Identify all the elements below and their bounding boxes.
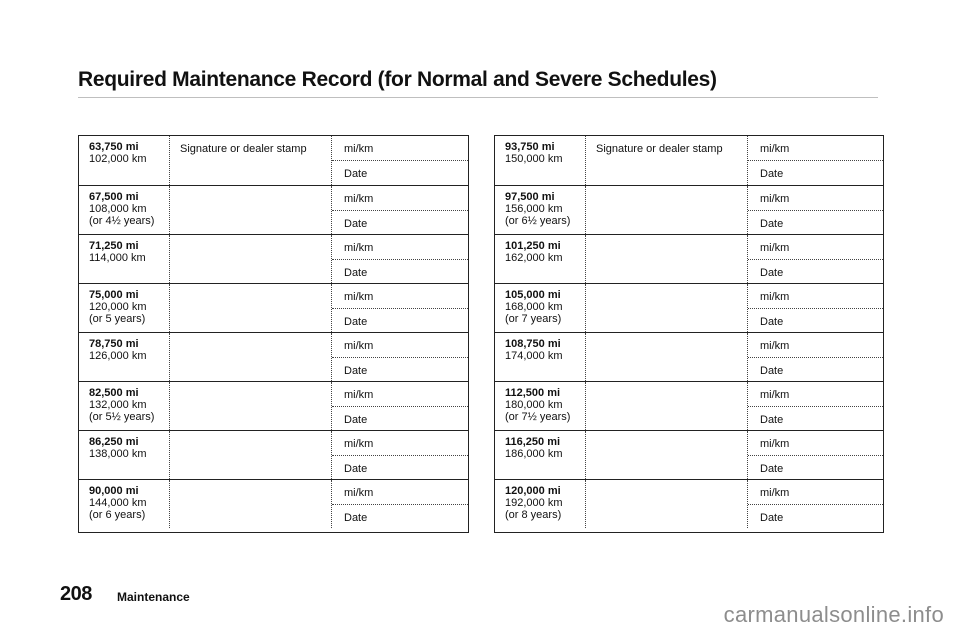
cell-divider — [748, 406, 883, 407]
record-row — [79, 283, 468, 332]
mileage-km: 120,000 km — [89, 301, 147, 313]
mikm-label: mi/km — [344, 291, 374, 303]
mileage-date-cell[interactable] — [331, 382, 468, 430]
mileage-date-cell[interactable] — [747, 186, 883, 234]
mileage-years: (or 5½ years) — [89, 411, 155, 423]
mikm-label: mi/km — [344, 143, 374, 155]
signature-cell[interactable] — [585, 235, 586, 283]
mileage-cell — [505, 338, 562, 362]
signature-cell[interactable] — [169, 136, 307, 185]
signature-header: Signature or dealer stamp — [596, 143, 723, 155]
mileage-cell — [89, 436, 146, 460]
mileage-cell — [89, 191, 154, 227]
title-divider — [78, 97, 878, 98]
maintenance-record-table-left — [78, 135, 469, 533]
signature-cell[interactable] — [585, 382, 586, 430]
mileage-km: 144,000 km — [89, 497, 147, 509]
mileage-miles: 93,750 mi — [505, 141, 555, 153]
date-label: Date — [344, 316, 368, 328]
mileage-km: 174,000 km — [505, 350, 563, 362]
mileage-cell — [505, 191, 570, 227]
mileage-miles: 105,000 mi — [505, 289, 561, 301]
record-row — [495, 283, 883, 332]
mileage-miles: 112,500 mi — [505, 387, 561, 399]
mileage-cell — [505, 436, 562, 460]
mileage-years: (or 7½ years) — [505, 411, 571, 423]
mileage-years: (or 4½ years) — [89, 215, 155, 227]
mileage-km: 168,000 km — [505, 301, 563, 313]
mileage-km: 192,000 km — [505, 497, 563, 509]
cell-divider — [748, 210, 883, 211]
record-row — [495, 185, 883, 234]
mileage-years: (or 8 years) — [505, 509, 562, 521]
mileage-cell — [89, 289, 146, 325]
mileage-km: 150,000 km — [505, 153, 563, 165]
mikm-label: mi/km — [760, 193, 790, 205]
mileage-cell — [505, 485, 562, 521]
mileage-miles: 116,250 mi — [505, 436, 561, 448]
record-row — [495, 381, 883, 430]
mileage-miles: 90,000 mi — [89, 485, 139, 497]
signature-cell[interactable] — [585, 136, 723, 185]
mileage-miles: 71,250 mi — [89, 240, 139, 252]
mileage-miles: 101,250 mi — [505, 240, 561, 252]
section-name: Maintenance — [117, 590, 190, 604]
mileage-date-cell[interactable] — [747, 284, 883, 332]
cell-divider — [332, 357, 468, 358]
signature-cell[interactable] — [169, 431, 170, 479]
mikm-label: mi/km — [760, 340, 790, 352]
mileage-date-cell[interactable] — [331, 284, 468, 332]
mileage-cell — [89, 240, 146, 264]
cell-divider — [332, 504, 468, 505]
signature-header: Signature or dealer stamp — [180, 143, 307, 155]
page-number: 208 — [60, 583, 92, 605]
signature-cell[interactable] — [585, 284, 586, 332]
mileage-km: 102,000 km — [89, 153, 147, 165]
mileage-miles: 97,500 mi — [505, 191, 555, 203]
record-row — [495, 136, 883, 185]
mileage-miles: 108,750 mi — [505, 338, 561, 350]
mileage-km: 126,000 km — [89, 350, 147, 362]
signature-cell[interactable] — [585, 333, 586, 381]
watermark: carmanualsonline.info — [723, 602, 944, 627]
mileage-date-cell[interactable] — [747, 480, 883, 528]
mileage-cell — [505, 141, 562, 165]
mikm-label: mi/km — [344, 389, 374, 401]
mileage-date-cell[interactable] — [747, 136, 883, 185]
record-row — [79, 430, 468, 479]
record-row — [495, 234, 883, 283]
mikm-label: mi/km — [760, 291, 790, 303]
date-label: Date — [760, 168, 784, 180]
mileage-years: (or 5 years) — [89, 313, 146, 325]
date-label: Date — [760, 267, 784, 279]
mileage-date-cell[interactable] — [747, 431, 883, 479]
mileage-date-cell[interactable] — [331, 136, 468, 185]
mileage-cell — [89, 338, 146, 362]
mileage-km: 132,000 km — [89, 399, 147, 411]
mileage-km: 108,000 km — [89, 203, 147, 215]
date-label: Date — [344, 267, 368, 279]
record-row — [495, 479, 883, 528]
cell-divider — [748, 259, 883, 260]
maintenance-record-table-right — [494, 135, 884, 533]
mileage-cell — [505, 289, 562, 325]
mikm-label: mi/km — [760, 389, 790, 401]
date-label: Date — [344, 168, 368, 180]
signature-cell[interactable] — [169, 284, 170, 332]
date-label: Date — [344, 414, 368, 426]
signature-cell[interactable] — [585, 186, 586, 234]
cell-divider — [748, 455, 883, 456]
signature-cell[interactable] — [585, 431, 586, 479]
cell-divider — [748, 357, 883, 358]
mikm-label: mi/km — [760, 143, 790, 155]
cell-divider — [748, 504, 883, 505]
cell-divider — [332, 308, 468, 309]
record-row — [79, 136, 468, 185]
mikm-label: mi/km — [344, 193, 374, 205]
date-label: Date — [760, 218, 784, 230]
date-label: Date — [344, 365, 368, 377]
mikm-label: mi/km — [344, 438, 374, 450]
mileage-cell — [89, 141, 146, 165]
mileage-miles: 63,750 mi — [89, 141, 139, 153]
mileage-years: (or 6 years) — [89, 509, 146, 521]
mileage-km: 114,000 km — [89, 252, 146, 264]
mikm-label: mi/km — [760, 438, 790, 450]
signature-cell[interactable] — [169, 480, 170, 528]
mikm-label: mi/km — [344, 242, 374, 254]
date-label: Date — [760, 463, 784, 475]
mikm-label: mi/km — [344, 340, 374, 352]
mileage-date-cell[interactable] — [331, 333, 468, 381]
mileage-cell — [505, 387, 570, 423]
mileage-miles: 86,250 mi — [89, 436, 139, 448]
mileage-date-cell[interactable] — [331, 431, 468, 479]
signature-cell[interactable] — [169, 382, 170, 430]
mileage-cell — [89, 387, 154, 423]
cell-divider — [332, 160, 468, 161]
mileage-date-cell[interactable] — [747, 235, 883, 283]
date-label: Date — [344, 218, 368, 230]
record-row — [79, 234, 468, 283]
signature-cell[interactable] — [169, 235, 170, 283]
mileage-cell — [505, 240, 562, 264]
mikm-label: mi/km — [760, 242, 790, 254]
mileage-km: 186,000 km — [505, 448, 563, 460]
page-title: Required Maintenance Record (for Normal and Severe Schedules) — [78, 68, 717, 91]
signature-cell[interactable] — [169, 333, 170, 381]
mileage-miles: 120,000 mi — [505, 485, 561, 497]
record-row — [495, 332, 883, 381]
date-label: Date — [760, 512, 784, 524]
cell-divider — [748, 308, 883, 309]
mileage-date-cell[interactable] — [747, 382, 883, 430]
mileage-date-cell[interactable] — [331, 186, 468, 234]
record-row — [79, 185, 468, 234]
cell-divider — [748, 160, 883, 161]
record-row — [495, 430, 883, 479]
mileage-miles: 82,500 mi — [89, 387, 139, 399]
mileage-km: 162,000 km — [505, 252, 563, 264]
signature-cell[interactable] — [585, 480, 586, 528]
mileage-miles: 78,750 mi — [89, 338, 139, 350]
cell-divider — [332, 210, 468, 211]
record-row — [79, 381, 468, 430]
mileage-miles: 67,500 mi — [89, 191, 139, 203]
record-row — [79, 479, 468, 528]
mileage-date-cell[interactable] — [331, 235, 468, 283]
date-label: Date — [760, 365, 784, 377]
record-row — [79, 332, 468, 381]
mileage-date-cell[interactable] — [747, 333, 883, 381]
mileage-date-cell[interactable] — [331, 480, 468, 528]
signature-cell[interactable] — [169, 186, 170, 234]
date-label: Date — [760, 316, 784, 328]
cell-divider — [332, 259, 468, 260]
date-label: Date — [344, 512, 368, 524]
mikm-label: mi/km — [760, 487, 790, 499]
mileage-km: 156,000 km — [505, 203, 563, 215]
mikm-label: mi/km — [344, 487, 374, 499]
cell-divider — [332, 455, 468, 456]
mileage-km: 138,000 km — [89, 448, 147, 460]
date-label: Date — [760, 414, 784, 426]
date-label: Date — [344, 463, 368, 475]
mileage-years: (or 7 years) — [505, 313, 562, 325]
cell-divider — [332, 406, 468, 407]
mileage-km: 180,000 km — [505, 399, 563, 411]
mileage-miles: 75,000 mi — [89, 289, 139, 301]
mileage-years: (or 6½ years) — [505, 215, 571, 227]
mileage-cell — [89, 485, 146, 521]
